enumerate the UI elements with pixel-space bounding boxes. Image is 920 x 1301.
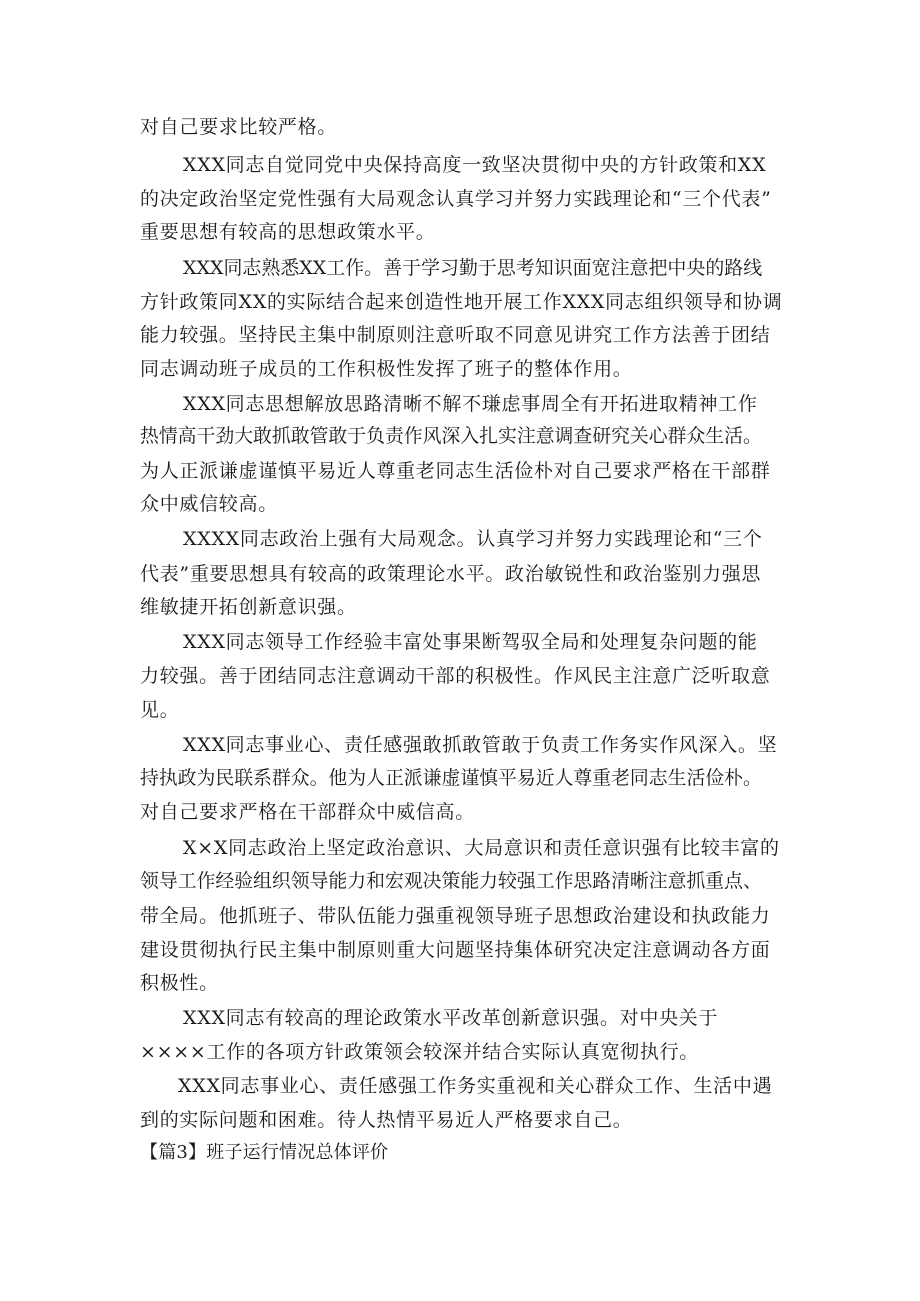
text-line: 重要思想有较高的思想政策水平。 — [140, 221, 436, 243]
text-line: XXXX同志政治上强有大局观念。认真学习并努力实践理论和“三个 — [183, 528, 763, 550]
text-line: 对自己要求比较严格。 — [140, 116, 338, 138]
text-line: X×X同志政治上坚定政治意识、大局意识和责任意识强有比较丰富的 — [183, 837, 780, 859]
section-heading-text: 【篇3】班子运行情况总体评价 — [140, 1142, 389, 1163]
text-line: XXX同志事业心、责任感强敢抓敢管敢于负责工作务实作风深入。坚 — [183, 734, 778, 756]
text-line: 积极性。 — [140, 972, 219, 994]
text-line: 带全局。他抓班子、带队伍能力强重视领导班子思想政治建设和执政能力 — [140, 905, 771, 927]
text-line: 见。 — [140, 699, 180, 721]
text-line: 建设贯彻执行民主集中制原则重大问题坚持集体研究决定注意调动各方面 — [140, 939, 771, 961]
text-line: XXX同志思想解放思路清晰不解不㻩虑事周全有开拓进取精神工作 — [183, 393, 758, 415]
text-line: 方针政策同XX的实际结合起来创造性地开展工作XXX同志组织领导和协调 — [140, 291, 783, 313]
text-line: 的决定政治坚定党性强有大局观念认真学习并努力实践理论和“三个代表” — [140, 188, 772, 210]
text-line: XXX同志有较高的理论政策水平改革创新意识强。对中央关于 — [183, 1007, 719, 1029]
text-line: 众中威信较高。 — [140, 493, 278, 515]
text-line: 领导工作经验组织领导能力和宏观决策能力较强工作思路清晰注意抓重点、 — [140, 871, 762, 892]
text-line: ××××工作的各项方针政策领会较深并结合实际认真宽彻执行。 — [140, 1041, 699, 1063]
text-line: 能力较强。坚持民主集中制原则注意听取不同意见讲究工作方法善于团结 — [140, 324, 771, 346]
text-line: XXX同志事业心、责任感强工作务实重视和关心群众工作、生活中遇 — [178, 1075, 773, 1097]
text-line: XXX同志熟悉XX工作。善于学习勤于思考知识面宽注意把中央的路线 — [183, 257, 763, 279]
text-line: 热情高干劲大敢抓敢管敢于负责作风深入扎实注意调查研究关心群众生活。 — [140, 426, 762, 447]
text-line: 到的实际问题和困难。待人热情平易近人严格要求自己。 — [140, 1109, 633, 1131]
text-line: XXX同志领导工作经验丰富处事果断驾驭全局和处理复杂问题的能 — [183, 631, 758, 653]
text-line: 维敏捷开拓创新意识强。 — [140, 596, 357, 618]
text-line: XXX同志自觉同党中央保持高度一致坚决贯彻中央的方针政策和XX — [183, 154, 767, 176]
text-line: 代表”重要思想具有较高的政策理论水平。政治敏锐性和政治鉴别力强思 — [140, 563, 762, 585]
text-line: 力较强。善于团结同志注意调动干部的积极性。作风民主注意广泛听取意 — [140, 665, 771, 687]
text-line: 为人正派谦虚谨慎平易近人尊重老同志生活俭朴对自己要求严格在干部群 — [140, 460, 771, 482]
text-line: 同志调动班子成员的工作积极性发挥了班子的整体作用。 — [140, 358, 633, 380]
text-line: 持执政为民联系群众。他为人正派谦虚谨慎平易近人尊重老同志生活俭朴。 — [140, 768, 762, 789]
text-line: 对自己要求严格在干部群众中威信高。 — [140, 801, 475, 823]
